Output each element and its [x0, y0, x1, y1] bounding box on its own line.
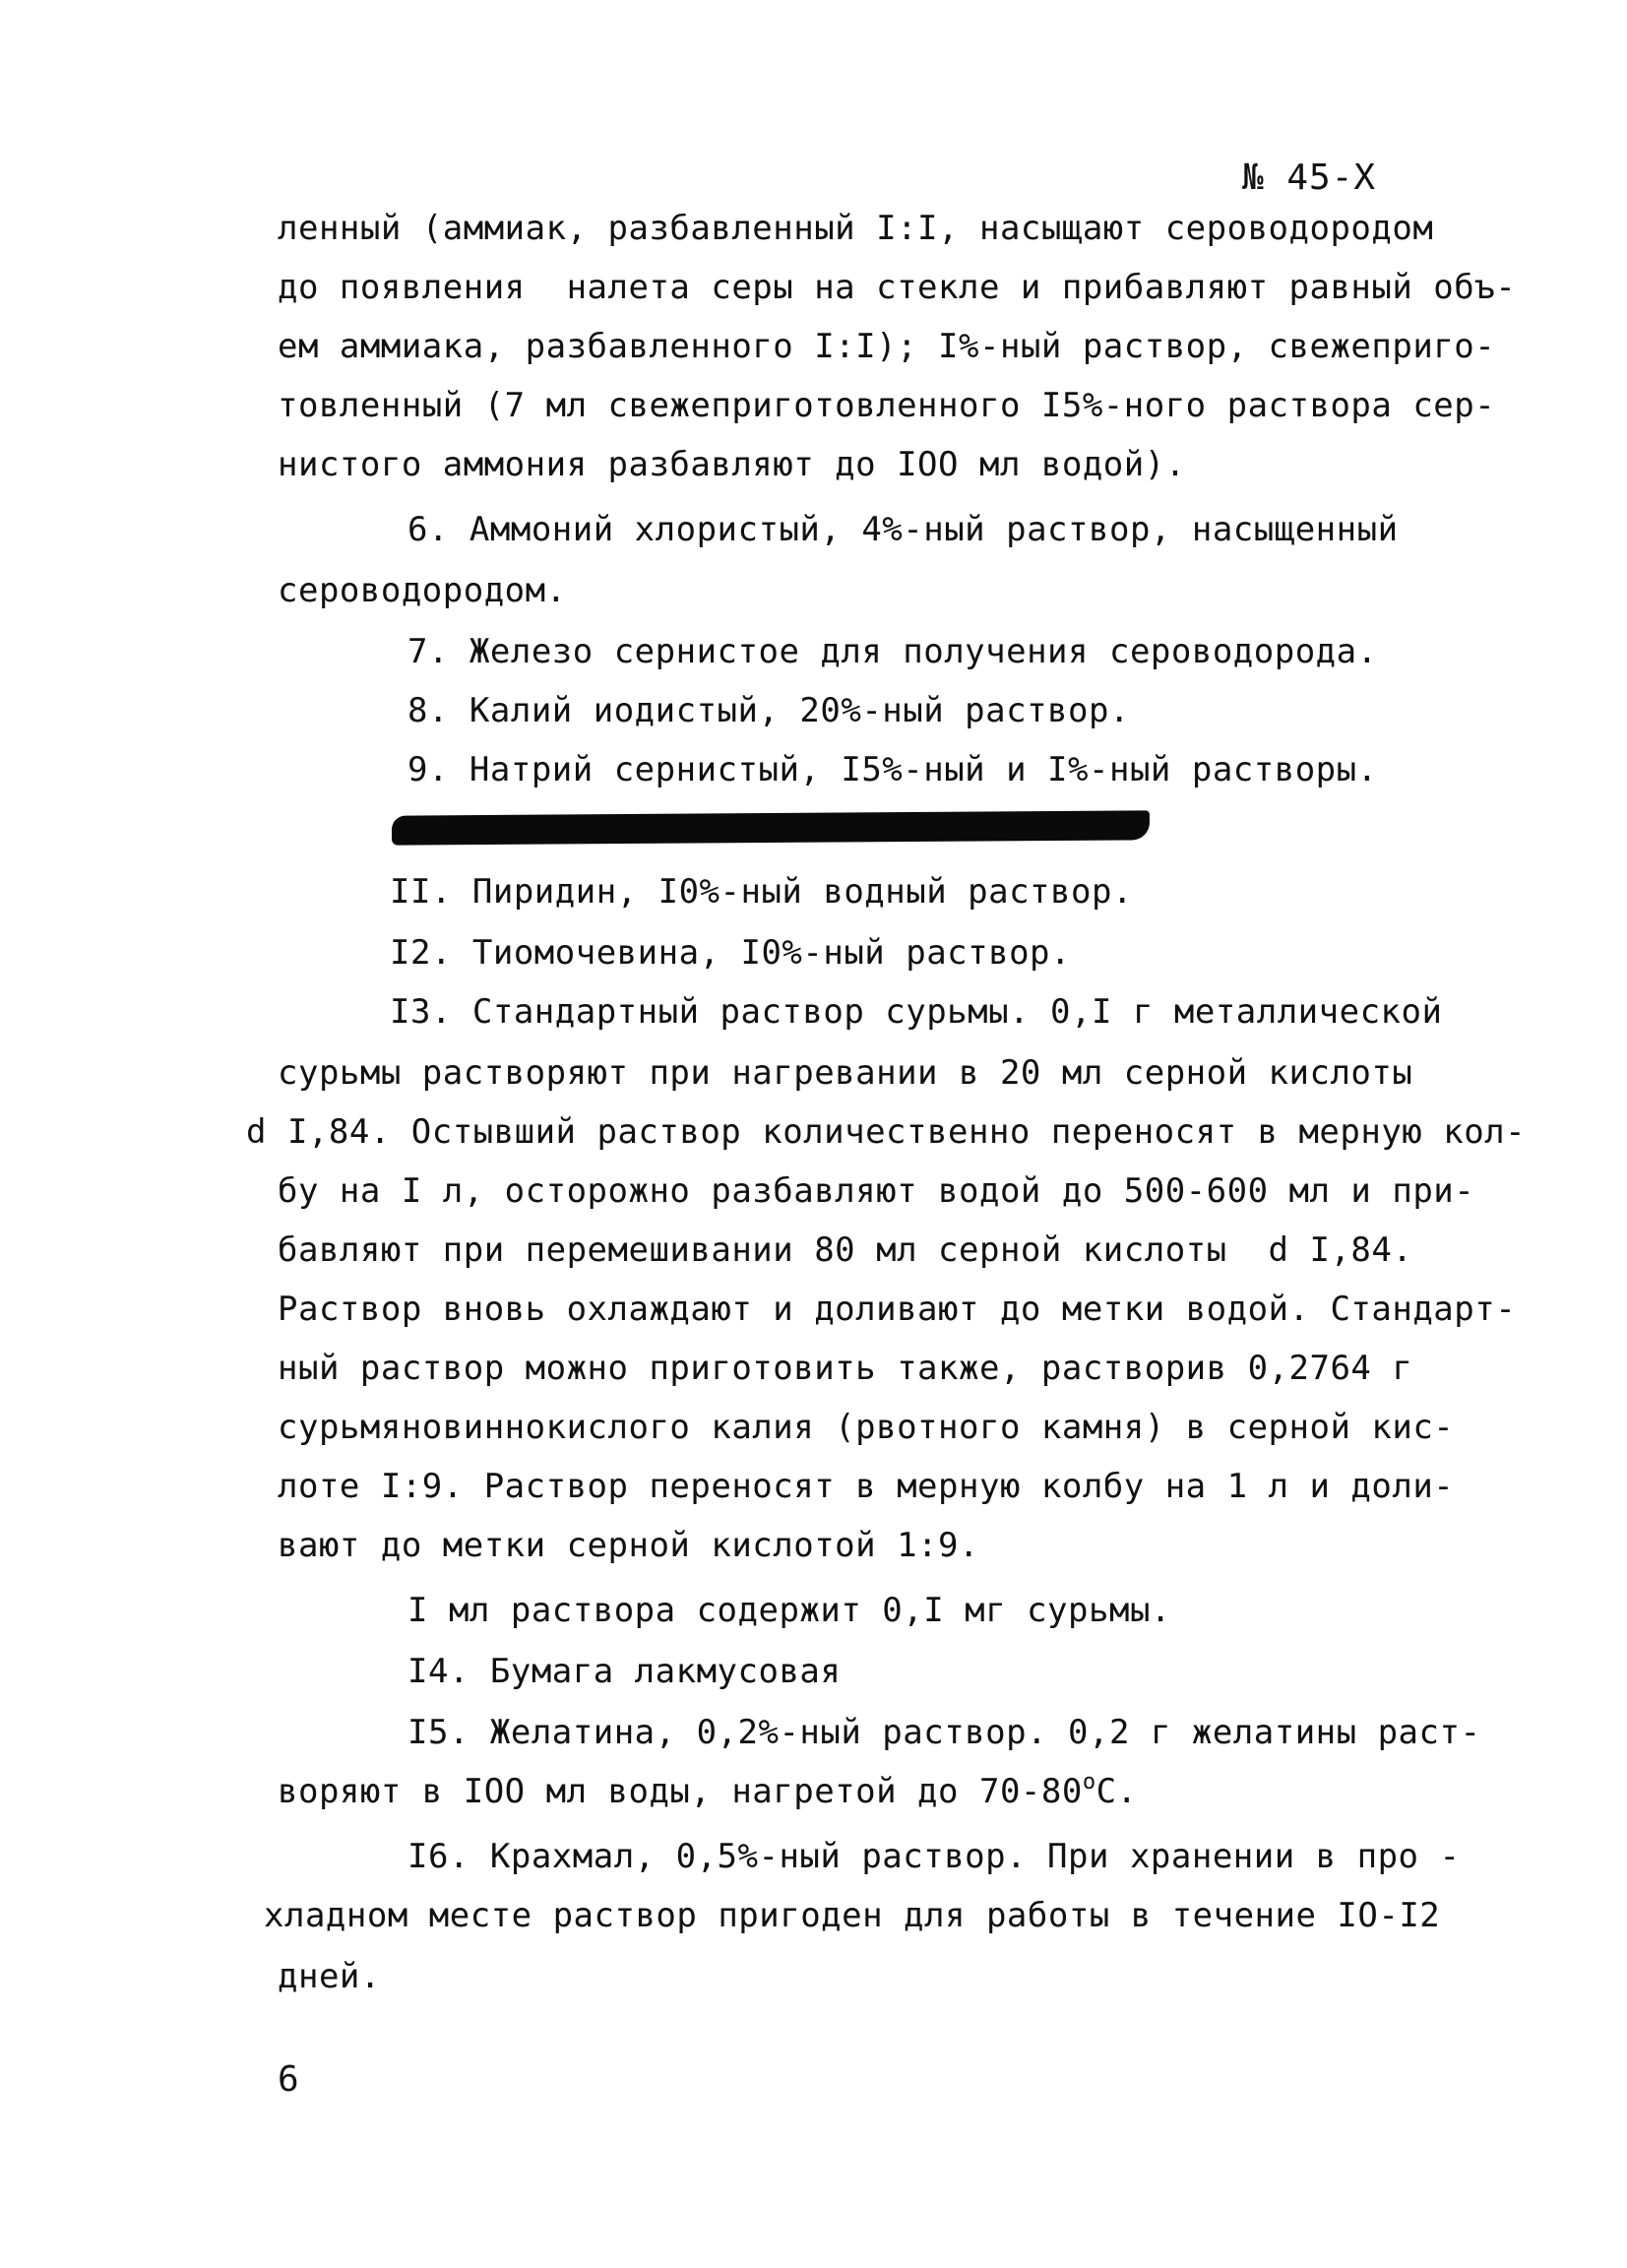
page-number: 6 — [278, 2059, 299, 2100]
list-item-13: I3. Стандартный раствор сурьмы. 0,I г металлической — [390, 992, 1443, 1032]
text-line: ем аммиака, разбавленного I:I); I%-ный раствор, свежеприго- — [278, 327, 1496, 366]
text-line: Раствор вновь охлаждают и доливают до метки водой. Стандарт- — [278, 1290, 1517, 1329]
text-line: бу на I л, осторожно разбавляют водой до 500-600 мл и при- — [278, 1171, 1475, 1211]
text-line: хладном месте раствор пригоден для работы в течение IO-I2 — [264, 1896, 1441, 1935]
degree-suffix: C. — [1095, 1772, 1138, 1811]
text-line: сурьмяновиннокислого калия (рвотного камня) в серной кис- — [278, 1408, 1455, 1447]
redaction-bar — [392, 810, 1150, 845]
text-line: сероводородом. — [278, 571, 567, 610]
list-item-7: 7. Железо сернистое для получения сероводорода. — [407, 632, 1378, 671]
document-number: № 45-X — [1242, 158, 1377, 198]
list-item-14: I4. Бумага лакмусовая — [407, 1652, 842, 1691]
list-item-8: 8. Калий иодистый, 20%-ный раствор. — [407, 691, 1130, 730]
text-line: товленный (7 мл свежеприготовленного I5%-ного раствора сер- — [278, 386, 1496, 425]
list-item-12: I2. Тиомочевина, I0%-ный раствор. — [390, 933, 1072, 973]
text-line: I мл раствора содержит 0,I мг сурьмы. — [407, 1591, 1171, 1630]
list-item-6: 6. Аммоний хлористый, 4%-ный раствор, насыщенный — [407, 510, 1399, 549]
text-line: бавляют при перемешивании 80 мл серной кислоты d I,84. — [278, 1230, 1413, 1270]
degree-mark: o — [1082, 1770, 1096, 1795]
list-item-15: I5. Желатина, 0,2%-ный раствор. 0,2 г желатины раст- — [407, 1713, 1481, 1752]
text-line: d I,84. Остывший раствор количественно переносят в мерную кол- — [246, 1112, 1527, 1152]
text-line: воряют в IOO мл воды, нагретой до 70-80 — [278, 1772, 1083, 1811]
list-item-9: 9. Натрий сернистый, I5%-ный и I%-ный растворы. — [407, 750, 1378, 789]
list-item-16: I6. Крахмал, 0,5%-ный раствор. При хранении в про - — [407, 1837, 1461, 1876]
list-item-11: II. Пиридин, I0%-ный водный раствор. — [390, 872, 1133, 912]
text-line: дней. — [278, 1957, 381, 1996]
text-line: сурьмы растворяют при нагревании в 20 мл серной кислоты — [278, 1053, 1413, 1093]
text-line: вают до метки серной кислотой 1:9. — [278, 1526, 979, 1565]
text-line-degree — [278, 1772, 1138, 1811]
text-line: лоте I:9. Раствор переносят в мерную колбу на 1 л и доли- — [278, 1467, 1455, 1506]
text-line: нистого аммония разбавляют до IOO мл водой). — [278, 445, 1186, 484]
text-line: ный раствор можно приготовить также, растворив 0,2764 г — [278, 1349, 1413, 1388]
text-line: ленный (аммиак, разбавленный I:I, насыщают сероводородом — [278, 209, 1434, 248]
text-line: до появления налета серы на стекле и прибавляют равный объ- — [278, 268, 1517, 307]
